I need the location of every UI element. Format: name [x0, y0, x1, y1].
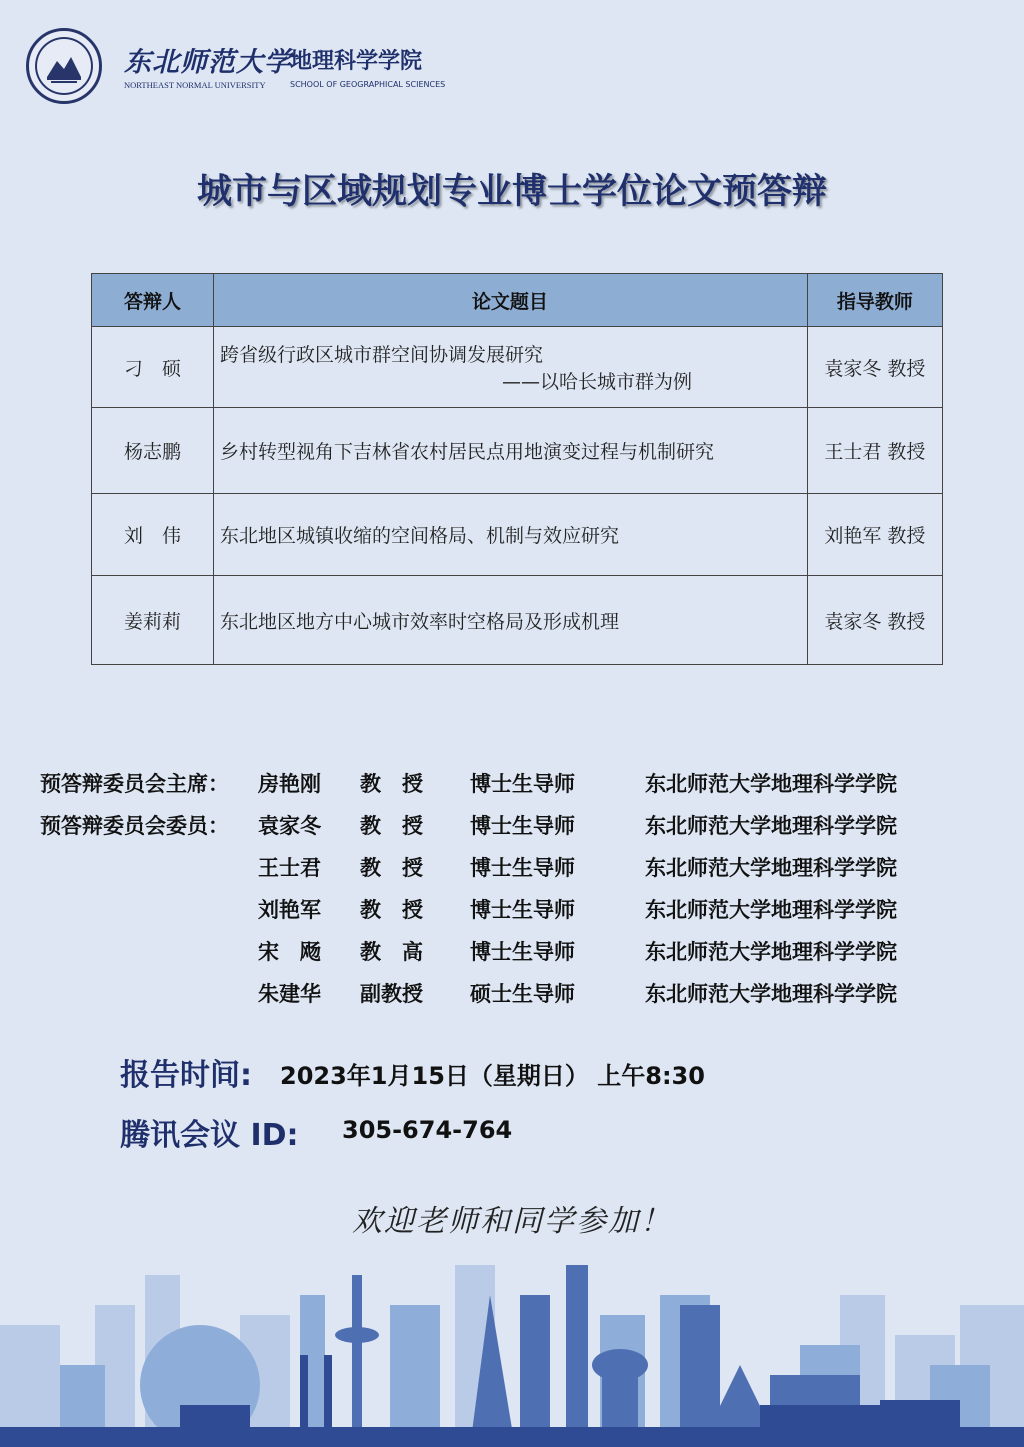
committee-member-rank: 教 授	[360, 856, 423, 880]
defender-name: 刘 伟	[92, 494, 214, 576]
committee-member-institution: 东北师范大学地理科学学院	[645, 856, 897, 880]
university-name-en: NORTHEAST NORMAL UNIVERSITY	[124, 80, 266, 90]
table-header-row	[92, 274, 943, 327]
defender-name: 刁 硕	[92, 327, 214, 408]
committee-role: 预答辩委员会委员：	[40, 814, 229, 838]
committee-member-rank: 副教授	[360, 982, 423, 1006]
committee-row	[40, 894, 960, 924]
school-name-cn: 地理科学学院	[290, 49, 423, 74]
thesis-table	[91, 273, 943, 665]
committee-member-name: 王士君	[258, 856, 321, 880]
committee-row	[40, 936, 960, 966]
committee-member-name: 房艳刚	[258, 772, 321, 796]
committee-member-supervisor: 博士生导师	[470, 814, 575, 838]
university-seal-icon	[26, 28, 102, 104]
table-row	[92, 408, 943, 494]
committee-member-rank: 教 授	[360, 814, 423, 838]
page-title: 城市与区域规划专业博士学位论文预答辩	[196, 172, 827, 212]
committee-member-supervisor: 硕士生导师	[470, 982, 575, 1006]
advisor-name: 王士君 教授	[807, 408, 942, 494]
thesis-subtitle: ——以哈长城市群为例	[502, 371, 693, 393]
thesis-title: 东北地区地方中心城市效率时空格局及形成机理	[214, 576, 808, 665]
header-thesis-title: 论文题目	[214, 274, 808, 327]
committee-member-name: 袁家冬	[258, 814, 321, 838]
committee-row	[40, 768, 960, 798]
committee-member-name: 宋 飏	[258, 940, 321, 964]
committee-member-institution: 东北师范大学地理科学学院	[645, 898, 897, 922]
committee-member-supervisor: 博士生导师	[470, 772, 575, 796]
header	[26, 28, 546, 108]
thesis-title: 乡村转型视角下吉林省农村居民点用地演变过程与机制研究	[214, 408, 808, 494]
committee-member-supervisor: 博士生导师	[470, 898, 575, 922]
advisor-name: 袁家冬 教授	[807, 576, 942, 665]
welcome-message: 欢迎老师和同学参加！	[352, 1204, 672, 1239]
table-row	[92, 576, 943, 665]
table-row	[92, 494, 943, 576]
meeting-id-label: 腾讯会议 ID:	[120, 1118, 299, 1153]
committee-member-institution: 东北师范大学地理科学学院	[645, 940, 897, 964]
report-time	[120, 1050, 705, 1094]
committee-member-rank: 教 授	[360, 898, 423, 922]
committee-member-rank: 教 授	[360, 772, 423, 796]
thesis-title: 东北地区城镇收缩的空间格局、机制与效应研究	[214, 494, 808, 576]
thesis-title-main: 跨省级行政区城市群空间协调发展研究	[220, 344, 544, 366]
thesis-title	[214, 327, 808, 408]
defender-name: 姜莉莉	[92, 576, 214, 665]
report-time-value: 2023年1月15日（星期日） 上午8:30	[280, 1062, 705, 1090]
committee-member-institution: 东北师范大学地理科学学院	[645, 772, 897, 796]
table-row	[92, 327, 943, 408]
meeting-id	[120, 1110, 513, 1154]
report-time-label: 报告时间:	[120, 1058, 252, 1093]
city-skyline-illustration	[0, 1255, 1024, 1447]
committee-member-supervisor: 博士生导师	[470, 856, 575, 880]
committee-member-institution: 东北师范大学地理科学学院	[645, 814, 897, 838]
committee-member-institution: 东北师范大学地理科学学院	[645, 982, 897, 1006]
committee-member-name: 朱建华	[258, 982, 321, 1006]
header-defender: 答辩人	[92, 274, 214, 327]
school-name-en: SCHOOL OF GEOGRAPHICAL SCIENCES	[290, 80, 446, 89]
meeting-id-value: 305-674-764	[342, 1116, 513, 1144]
advisor-name: 刘艳军 教授	[807, 494, 942, 576]
defender-name: 杨志鹏	[92, 408, 214, 494]
university-name-cn: 东北师范大学	[124, 47, 292, 78]
committee-member-name: 刘艳军	[258, 898, 321, 922]
committee-row	[40, 810, 960, 840]
header-advisor: 指导教师	[807, 274, 942, 327]
committee-member-supervisor: 博士生导师	[470, 940, 575, 964]
committee-row	[40, 978, 960, 1008]
committee-role: 预答辩委员会主席：	[40, 772, 229, 796]
committee-row	[40, 852, 960, 882]
committee-member-rank: 教 高	[360, 940, 423, 964]
advisor-name: 袁家冬 教授	[807, 327, 942, 408]
